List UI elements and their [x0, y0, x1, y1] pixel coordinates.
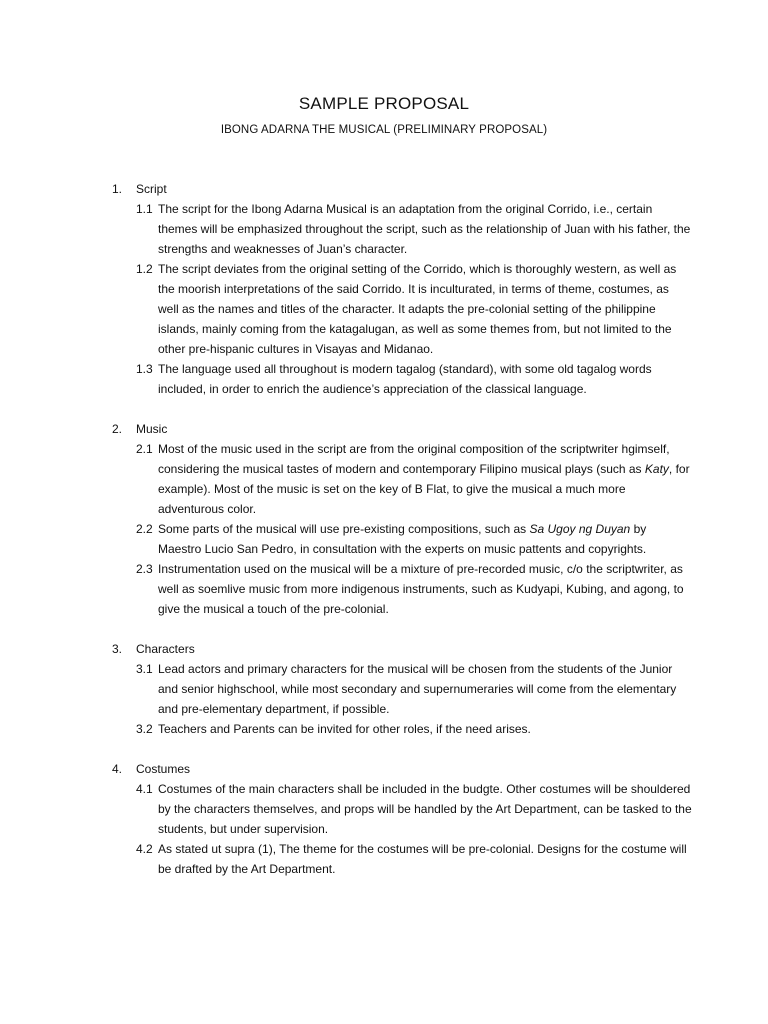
item-text: The language used all throughout is modern tagalog (standard), with some old tagalog words included, in order to enrich the audience’s appreciation of the classical language.	[158, 362, 652, 396]
item-number: 2.3	[136, 562, 153, 576]
list-item	[112, 259, 692, 359]
item-text: Instrumentation used on the musical will be a mixture of pre-recorded music, c/o the scriptwriter, as well as soemlive music from more indigenous instruments, such as Kudyapi, Kubing, and agong, to give the musical a touch of the pre-colonial.	[158, 562, 684, 616]
item-text: The script for the Ibong Adarna Musical is an adaptation from the original Corrido, i.e., certain themes will be emphasized throughout the script, such as the relationship of Juan with his father, the strengths and weaknesses of Juan’s character.	[158, 202, 691, 256]
list-item	[112, 359, 692, 399]
item-text	[158, 439, 692, 519]
section-characters	[112, 639, 692, 739]
item-text: Costumes of the main characters shall be included in the budgte. Other costumes will be shouldered by the characters themselves, and props will be handled by the Art Department, can be tasked to the students, but under supervision.	[158, 782, 692, 836]
list-item	[112, 199, 692, 259]
item-number: 1.3	[136, 362, 153, 376]
list-item	[112, 659, 692, 719]
item-text-emphasis: Katy	[644, 462, 669, 476]
item-number: 4.2	[136, 842, 153, 856]
item-number: 2.2	[136, 522, 153, 536]
list-item	[112, 839, 692, 879]
item-text-part: , for example). Most of the music is set on the key of B Flat, to give the musical a much more adventurous color.	[158, 462, 690, 516]
item-text: The script deviates from the original setting of the Corrido, which is thoroughly western, as well as the moorish interpretations of the said Corrido. It is inculturated, in terms of theme, costumes, as well as the names and titles of the character. It adapts the pre-colonial setting of the philippine islands, mainly coming from the katagalugan, as well as some themes from, but not limited to the other pre-hispanic cultures in Visayas and Midanao.	[158, 262, 677, 356]
section-number: 4.	[112, 762, 123, 776]
section-heading	[112, 179, 692, 199]
item-number: 1.1	[136, 202, 153, 216]
section-number: 2.	[112, 422, 123, 436]
section-costumes	[112, 759, 692, 879]
list-item	[112, 559, 692, 619]
document-title: SAMPLE PROPOSAL	[298, 94, 470, 113]
item-text: Teachers and Parents can be invited for other roles, if the need arises.	[158, 722, 531, 736]
section-heading	[112, 419, 692, 439]
item-text-part: Most of the music used in the script are from the original composition of the scriptwriter hgimself, considering the musical tastes of modern and contemporary Filipino musical plays (such as	[158, 442, 670, 476]
list-item	[112, 779, 692, 839]
section-music	[112, 419, 692, 619]
section-heading	[112, 639, 692, 659]
section-title: Music	[136, 422, 168, 436]
document-subtitle: IBONG ADARNA THE MUSICAL (PRELIMINARY PROPOSAL)	[220, 124, 548, 136]
item-text-part: by Maestro Lucio San Pedro, in consultation with the experts on music pattents and copyrights.	[158, 522, 647, 556]
section-title: Characters	[136, 642, 195, 656]
item-text-part: Some parts of the musical will use pre-existing compositions, such as	[158, 522, 530, 536]
item-number: 4.1	[136, 782, 153, 796]
section-heading	[112, 759, 692, 779]
item-number: 3.2	[136, 722, 153, 736]
list-item	[112, 519, 692, 559]
section-number: 3.	[112, 642, 123, 656]
item-text: Lead actors and primary characters for the musical will be chosen from the students of the Junior and senior highschool, while most secondary and supernumeraries will come from the elementary and pre-elementary department, if possible.	[158, 662, 677, 716]
section-number: 1.	[112, 182, 123, 196]
item-text	[158, 519, 692, 559]
item-number: 1.2	[136, 262, 153, 276]
list-item	[112, 719, 692, 739]
section-script	[112, 179, 692, 399]
section-title: Costumes	[136, 762, 191, 776]
section-title: Script	[136, 182, 167, 196]
item-text: As stated ut supra (1), The theme for the costumes will be pre-colonial. Designs for the costume will be drafted by the Art Department.	[158, 842, 687, 876]
list-item	[112, 439, 692, 519]
item-number: 3.1	[136, 662, 153, 676]
item-text-emphasis: Sa Ugoy ng Duyan	[529, 522, 631, 536]
item-number: 2.1	[136, 442, 153, 456]
